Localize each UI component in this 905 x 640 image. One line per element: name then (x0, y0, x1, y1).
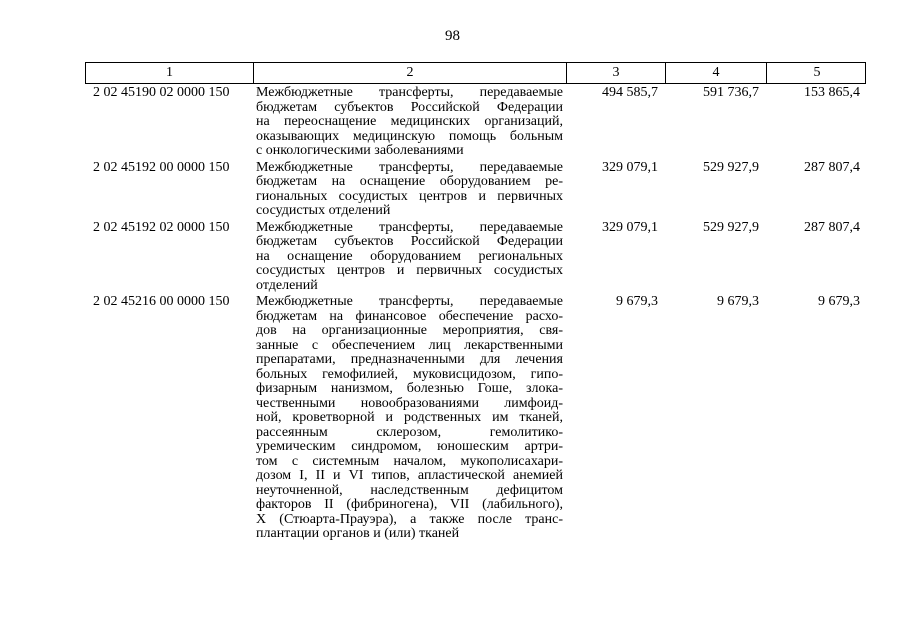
amount-v3: 329 079,1 (602, 159, 658, 175)
description-line: неуточненной, наследственным дефицитом (256, 482, 563, 498)
budget-code: 2 02 45192 02 0000 150 (93, 219, 230, 235)
column-header-4: 4 (665, 63, 766, 83)
amount-v4: 529 927,9 (703, 159, 759, 175)
description (252, 161, 565, 219)
table-row (85, 295, 866, 542)
amount-v5: 287 807,4 (804, 159, 860, 175)
description (252, 86, 565, 159)
column-header-5: 5 (766, 63, 867, 83)
description-line: уремическим синдромом, юношеским артри- (256, 439, 563, 454)
description-line: чественными новообразованиями лимфоид- (256, 395, 563, 411)
budget-code: 2 02 45216 00 0000 150 (93, 294, 230, 309)
description-line: рассеянным склерозом, гемолитико- (256, 424, 563, 440)
description-line: на переоснащение медицинских организаций, (256, 114, 563, 129)
amount-v5: 153 865,4 (804, 85, 860, 100)
description-line: больных гемофилией, муковисцидозом, гипо- (256, 366, 563, 382)
table-body (85, 86, 866, 544)
table-header (85, 62, 866, 84)
amount-v3: 494 585,7 (602, 85, 658, 100)
description-line: занные с обеспечением лиц лекарственными (256, 337, 563, 353)
description-line: сосудистых центров и первичных сосудистых (256, 263, 563, 278)
table-row (85, 221, 866, 294)
amount-v3: 9 679,3 (616, 294, 658, 309)
amount-v4: 591 736,7 (703, 85, 759, 100)
description-line: ной, кроветворной и родственных им тканей, (256, 410, 563, 425)
description-line: физарным нанизмом, болезнью Гоше, злока- (256, 381, 563, 396)
description-line: Межбюджетные трансферты, передаваемые (256, 85, 563, 100)
table-row (85, 161, 866, 219)
budget-code: 2 02 45190 02 0000 150 (93, 85, 230, 100)
description-line: Межбюджетные трансферты, передаваемые (256, 219, 563, 235)
amount-v4: 529 927,9 (703, 219, 759, 235)
amount-v5: 9 679,3 (818, 294, 860, 309)
description-line: гиональных сосудистых центров и первичных (256, 188, 563, 204)
column-header-2: 2 (253, 63, 566, 83)
page-number: 98 (445, 28, 460, 44)
column-header-3: 3 (566, 63, 665, 83)
description-line: Межбюджетные трансферты, передаваемые (256, 294, 563, 309)
description-line: Межбюджетные трансферты, передаваемые (256, 159, 563, 175)
description-line: бюджетам на оснащение оборудованием ре- (256, 174, 563, 189)
description-line: оказывающих медицинскую помощь больным (256, 128, 563, 144)
amount-v4: 9 679,3 (717, 294, 759, 309)
description-line: X (Стюарта-Прауэра), а также после транс- (256, 511, 563, 527)
description-line: бюджетам на финансовое обеспечение расхо- (256, 308, 563, 324)
description-line: с онкологическими заболеваниями (256, 143, 464, 158)
budget-code: 2 02 45192 00 0000 150 (93, 159, 230, 175)
description-line: препаратами, предназначенными для лечения (256, 352, 563, 367)
description-line: плантации органов и (или) тканей (256, 526, 460, 541)
description-line: сосудистых отделений (256, 203, 391, 218)
description-line: бюджетам субъектов Российской Федерации (256, 99, 563, 115)
description-line: дозом I, II и VI типов, апластической анемией (256, 468, 563, 483)
description-line: факторов II (фибриногена), VII (лабильного), (256, 497, 563, 512)
column-header-1: 1 (166, 65, 173, 80)
description-line: бюджетам субъектов Российской Федерации (256, 234, 563, 249)
description (252, 295, 565, 542)
table-row (85, 86, 866, 159)
description (252, 221, 565, 294)
amount-v5: 287 807,4 (804, 219, 860, 235)
description-line: дов на организационные мероприятия, свя- (256, 323, 563, 338)
description-line: отделений (256, 277, 318, 293)
amount-v3: 329 079,1 (602, 219, 658, 235)
description-line: том с системным началом, мукополисахари- (256, 453, 563, 469)
description-line: на оснащение оборудованием региональных (256, 248, 563, 264)
